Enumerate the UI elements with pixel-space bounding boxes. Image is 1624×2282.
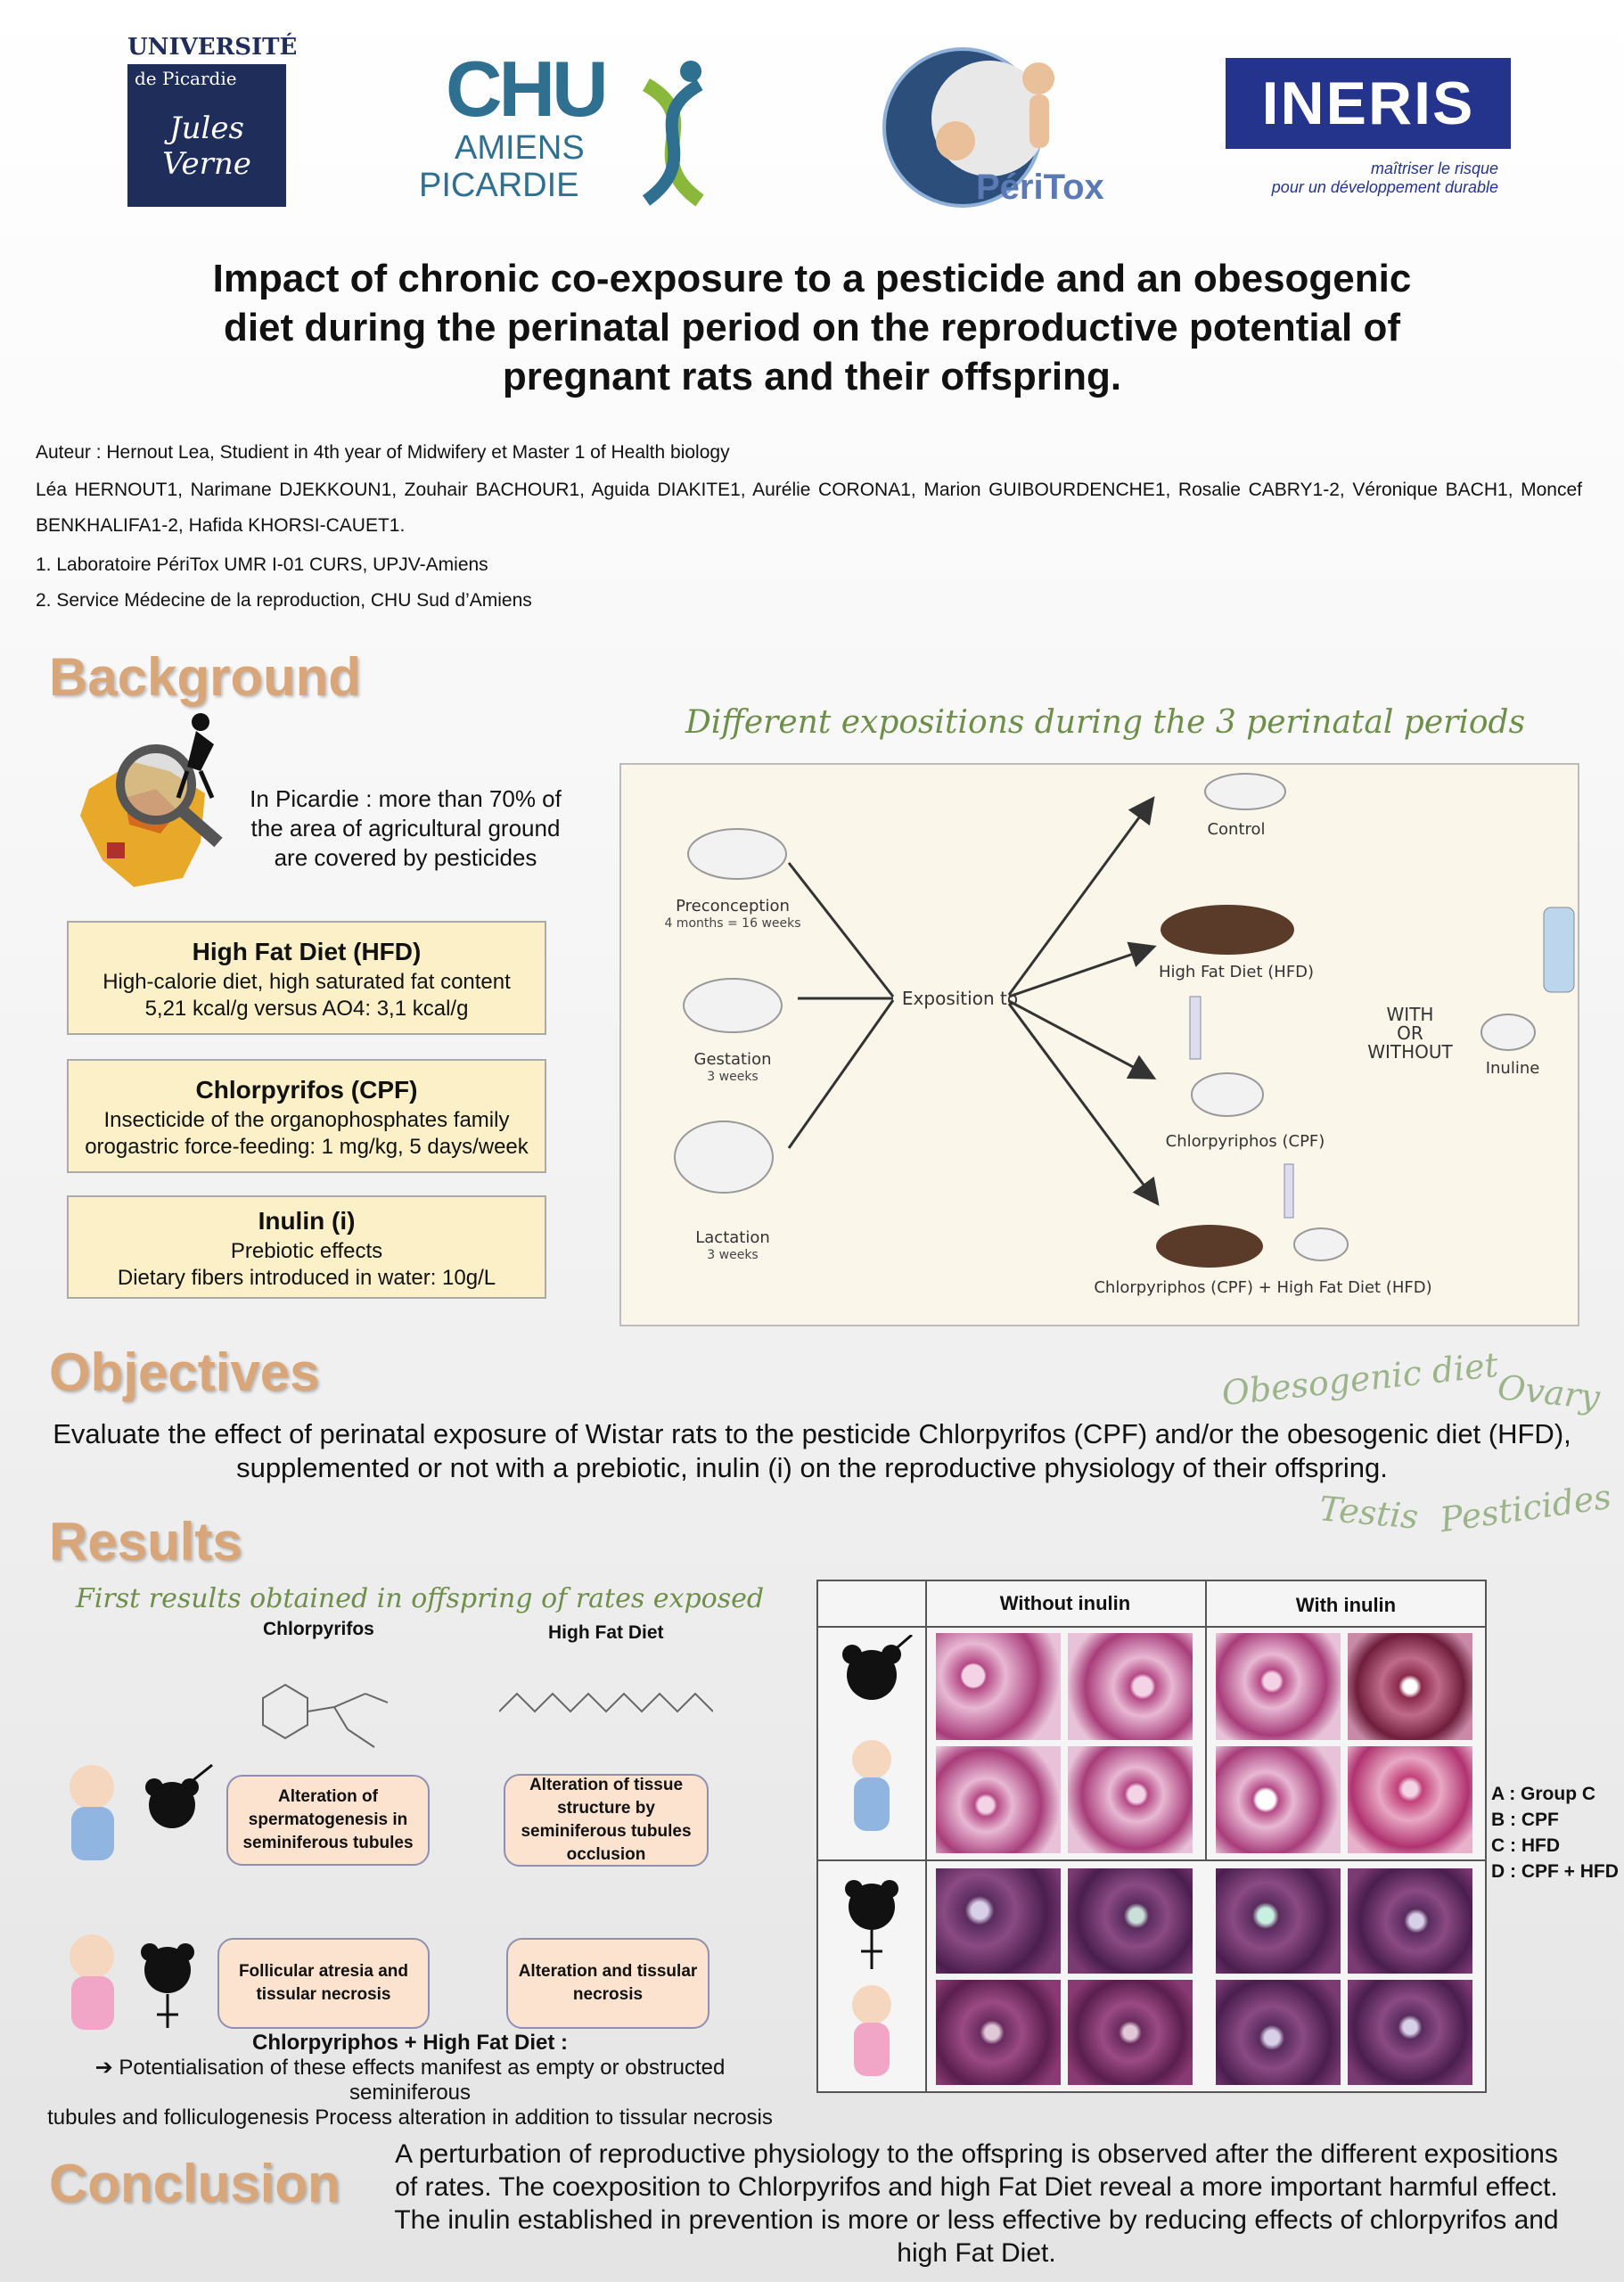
male-testis-d-without bbox=[1068, 1746, 1193, 1853]
diagram-title: Different expositions during the 3 perinatal periods bbox=[685, 704, 1526, 741]
label-hfd: High Fat Diet (HFD) bbox=[1158, 963, 1315, 981]
without-inulin-header: Without inulin bbox=[999, 1592, 1131, 1614]
results-subtitle: First results obtained in offspring of rates exposed bbox=[76, 1583, 765, 1614]
conclusion-text: A perturbation of reproductive physiology to the offspring is observed after the different expositions of rates. The coexposition to Chlorpyrifos and high Fat Diet reveal a more important harmful effect. The inulin established in prevention is more or less effective by reducing effects of chlorpyrifos and high Fat Diet. bbox=[394, 2139, 1559, 2268]
female-ovary-a-with bbox=[1216, 1868, 1341, 1974]
inulin-line1: Prebiotic effects bbox=[230, 1239, 383, 1263]
male-testis-c-with bbox=[1216, 1746, 1341, 1853]
female-cpf-effect: Follicular atresia and tissular necrosis bbox=[217, 1938, 430, 2029]
label-combo: Chlorpyriphos (CPF) + High Fat Diet (HFD) bbox=[1094, 1278, 1432, 1297]
title-line3: pregnant rats and their offspring. bbox=[502, 355, 1122, 398]
female-ovary-d-without bbox=[1068, 1980, 1193, 2085]
objectives-line1: Evaluate the effect of perinatal exposure of Wistar rats to the pesticide Chlorpyrifos (CPF) and/or the obesogenic diet (HFD), bbox=[53, 1418, 1571, 1449]
fatty-acid-chain-icon bbox=[499, 1685, 713, 1720]
background-heading: Background bbox=[49, 647, 362, 707]
label-gestation-sub: 3 weeks bbox=[707, 1070, 759, 1084]
authors-list: Léa HERNOUT1, Narimane DJEKKOUN1, Zouhair BACHOUR1, Aguida DIAKITE1, Aurélie CORONA1, Marion GUIBOURDENCHE1, Rosalie CABRY1-2, Véronique BACH1, Moncef bbox=[36, 480, 1582, 500]
histology-grid bbox=[816, 1580, 1487, 2093]
peritox-logo bbox=[874, 43, 1114, 221]
chu-logo-line3: PICARDIE bbox=[419, 167, 579, 204]
with-or-without bbox=[1366, 1006, 1455, 1062]
ujv-logo-line3: Jules Verne bbox=[162, 111, 251, 182]
dna-icon bbox=[628, 58, 718, 209]
with-inulin-header: With inulin bbox=[1295, 1594, 1397, 1616]
label-gestation: Gestation bbox=[693, 1050, 772, 1069]
male-testis-c-without bbox=[936, 1746, 1061, 1853]
with-label: WITH bbox=[1386, 1004, 1434, 1025]
female-ovary-c-with bbox=[1216, 1980, 1341, 2085]
cpf-title: Chlorpyrifos (CPF) bbox=[195, 1076, 418, 1104]
male-testis-b-without bbox=[1068, 1633, 1193, 1740]
combo-title: Chlorpyriphos + High Fat Diet : bbox=[251, 2031, 568, 2055]
male-testis-a-without bbox=[936, 1633, 1061, 1740]
female-ovary-c-without bbox=[936, 1980, 1061, 2085]
combo-line2: tubules and folliculogenesis Process alteration in addition to tissular necrosis bbox=[47, 2106, 773, 2130]
ineris-tag2: pour un développement durable bbox=[1271, 178, 1498, 196]
france-map-icon bbox=[71, 709, 232, 900]
female-ovary-a-without bbox=[936, 1868, 1061, 1974]
cpf-line1: Insecticide of the organophosphates family bbox=[103, 1108, 510, 1132]
label-preconception-sub: 4 months = 16 weeks bbox=[664, 916, 801, 931]
combo-summary bbox=[36, 2031, 784, 2130]
ineris-name: INERIS bbox=[1226, 58, 1511, 149]
label-exposition: Exposition to bbox=[901, 988, 1019, 1009]
chlorpyrifos-label: Chlorpyrifos bbox=[263, 1619, 374, 1639]
female-ovary-b-without bbox=[1068, 1868, 1193, 1974]
male-row-icons bbox=[836, 1635, 916, 1849]
hfd-label: High Fat Diet bbox=[548, 1622, 664, 1643]
without-label: WITHOUT bbox=[1367, 1041, 1453, 1063]
label-control: Control bbox=[1207, 820, 1266, 839]
chu-logo bbox=[419, 45, 722, 218]
word-testis: Testis bbox=[1317, 1489, 1421, 1537]
inulin-title: Inulin (i) bbox=[258, 1207, 356, 1235]
picardie-fact: In Picardie : more than 70% of the area of agricultural ground are covered by pesticides bbox=[250, 785, 562, 871]
ujv-logo bbox=[127, 34, 298, 212]
legend-a: A : Group C bbox=[1491, 1784, 1596, 1804]
ujv-logo-line1: UNIVERSITÉ bbox=[127, 34, 298, 61]
objectives-text bbox=[36, 1417, 1588, 1485]
exposition-diagram bbox=[619, 763, 1579, 1326]
authors-list-2: BENKHALIFA1-2, Hafida KHORSI-CAUET1. bbox=[36, 515, 406, 536]
inulin-line2: Dietary fibers introduced in water: 10g/L bbox=[117, 1266, 496, 1290]
female-ovary-b-with bbox=[1348, 1868, 1472, 1974]
objectives-heading: Objectives bbox=[49, 1342, 320, 1402]
ineris-tag1: maîtriser le risque bbox=[1370, 160, 1498, 177]
word-pesticides: Pesticides bbox=[1437, 1476, 1614, 1540]
female-row-icons bbox=[836, 1871, 916, 2085]
male-baby-icon bbox=[52, 1761, 230, 1867]
female-hfd-effect: Alteration and tissular necrosis bbox=[506, 1938, 709, 2029]
label-lactation-sub: 3 weeks bbox=[707, 1248, 759, 1262]
label-preconception: Preconception bbox=[676, 897, 790, 915]
affiliation-2: 2. Service Médecine de la reproduction, CHU Sud d’Amiens bbox=[36, 590, 532, 611]
male-testis-a-with bbox=[1216, 1633, 1341, 1740]
chlorpyrifos-structure-icon bbox=[232, 1658, 428, 1756]
legend-d: D : CPF + HFD bbox=[1491, 1861, 1619, 1882]
group-legend bbox=[1491, 1781, 1619, 1884]
word-ovary: Ovary bbox=[1496, 1367, 1602, 1417]
label-inuline: Inuline bbox=[1485, 1059, 1540, 1078]
hfd-box bbox=[67, 921, 546, 1035]
cpf-line2: orogastric force-feeding: 1 mg/kg, 5 days/week bbox=[85, 1135, 529, 1159]
legend-b: B : CPF bbox=[1491, 1810, 1559, 1830]
title-line2: diet during the perinatal period on the reproductive potential of bbox=[223, 306, 1401, 349]
results-heading: Results bbox=[49, 1512, 242, 1572]
legend-c: C : HFD bbox=[1491, 1835, 1560, 1856]
objectives-line2: supplemented or not with a prebiotic, inulin (i) on the reproductive physiology of their offspring. bbox=[236, 1452, 1388, 1483]
affiliation-1: 1. Laboratoire PériTox UMR I-01 CURS, UPJV-Amiens bbox=[36, 554, 488, 575]
female-ovary-d-with bbox=[1348, 1980, 1472, 2085]
hfd-line2: 5,21 kcal/g versus AO4: 3,1 kcal/g bbox=[144, 997, 469, 1021]
combo-line1: ➔ Potentialisation of these effects manifest as empty or obstructed seminiferous bbox=[94, 2056, 726, 2105]
hfd-line1: High-calorie diet, high saturated fat content bbox=[103, 970, 511, 994]
ineris-logo bbox=[1226, 58, 1511, 209]
inulin-box bbox=[67, 1195, 546, 1299]
male-testis-b-with bbox=[1348, 1633, 1472, 1740]
peritox-name: PériTox bbox=[976, 168, 1104, 207]
female-baby-icon bbox=[52, 1930, 230, 2037]
chu-logo-line1: CHU bbox=[446, 45, 605, 133]
title-line1: Impact of chronic co-exposure to a pesticide and an obesogenic bbox=[212, 257, 1412, 300]
or-label: OR bbox=[1397, 1022, 1423, 1044]
chu-logo-line2: AMIENS bbox=[455, 129, 585, 167]
male-cpf-effect: Alteration of spermatogenesis in seminiferous tubules bbox=[226, 1775, 430, 1866]
male-hfd-effect: Alteration of tissue structure by seminiferous tubules occlusion bbox=[504, 1774, 709, 1867]
male-testis-d-with bbox=[1348, 1746, 1472, 1853]
word-obesogenic: Obesogenic diet bbox=[1219, 1344, 1500, 1414]
conclusion-heading: Conclusion bbox=[49, 2154, 340, 2213]
poster-title bbox=[134, 254, 1490, 401]
cpf-box bbox=[67, 1059, 546, 1173]
label-cpf: Chlorpyriphos (CPF) bbox=[1165, 1132, 1325, 1151]
label-lactation: Lactation bbox=[695, 1228, 770, 1247]
hfd-title: High Fat Diet (HFD) bbox=[192, 938, 422, 965]
author-line: Auteur : Hernout Lea, Studient in 4th year of Midwifery et Master 1 of Health biology bbox=[36, 442, 730, 463]
ujv-logo-line2: de Picardie bbox=[135, 68, 237, 89]
